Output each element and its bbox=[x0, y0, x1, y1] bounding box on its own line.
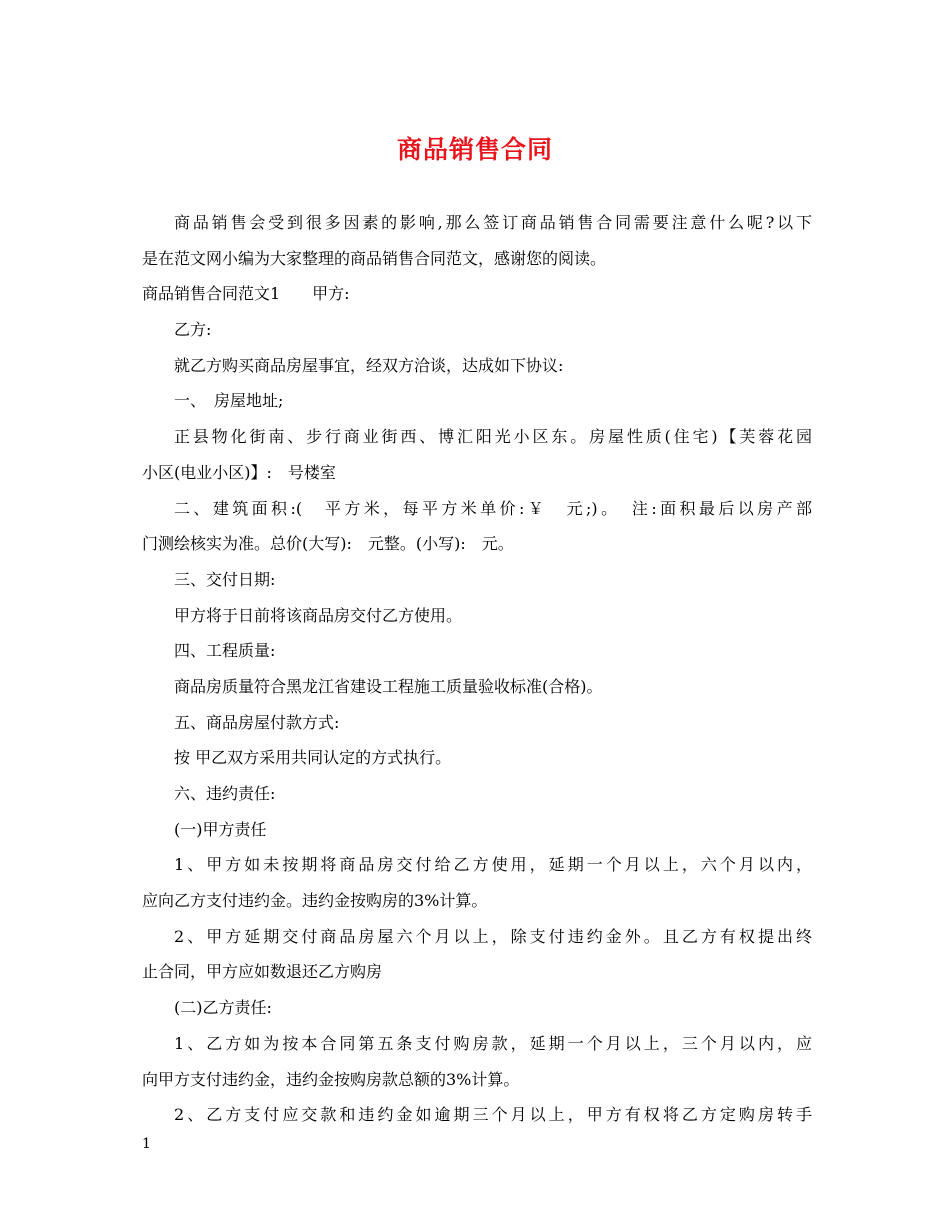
subsection-heading: (二)乙方责任: bbox=[174, 998, 272, 1018]
paragraph-line: 1、甲方如未按期将商品房交付给乙方使用，延期一个月以上，六个月以内， bbox=[174, 855, 812, 875]
paragraph-line: 按 甲乙双方采用共同认定的方式执行。 bbox=[174, 748, 452, 768]
paragraph-line: 是在范文网小编为大家整理的商品销售合同范文，感谢您的阅读。 bbox=[142, 248, 607, 268]
section-heading: 三、交付日期: bbox=[174, 569, 276, 589]
document-body bbox=[142, 205, 812, 1133]
paragraph-line: 应向乙方支付违约金。违约金按购房的3%计算。 bbox=[142, 891, 488, 911]
paragraph-line: 止合同，甲方应如数退还乙方购房 bbox=[142, 962, 383, 982]
paragraph-line: 向甲方支付违约金，违约金按购房款总额的3%计算。 bbox=[142, 1069, 520, 1089]
paragraph-line: 门测绘核实为准。总价(大写): 元整。(小写): 元。 bbox=[142, 534, 514, 554]
paragraph-line: 商品销售会受到很多因素的影响,那么签订商品销售合同需要注意什么呢?以下 bbox=[174, 213, 812, 232]
section-heading: 四、工程质量: bbox=[174, 641, 276, 661]
section-heading: 一、 房屋地址; bbox=[174, 391, 284, 411]
paragraph-line: 正县物化街南、步行商业街西、博汇阳光小区东。房屋性质(住宅)【芙蓉花园 bbox=[174, 427, 812, 447]
section-heading: 五、商品房屋付款方式: bbox=[174, 712, 340, 732]
subsection-heading: (一)甲方责任 bbox=[174, 819, 267, 839]
document-title: 商品销售合同 bbox=[396, 135, 553, 164]
section-heading: 六、违约责任: bbox=[174, 784, 276, 803]
paragraph-line: 甲方将于日前将该商品房交付乙方使用。 bbox=[174, 605, 463, 625]
paragraph-line: 就乙方购买商品房屋事宜，经双方洽谈，达成如下协议: bbox=[174, 355, 564, 375]
page-number: 1 bbox=[142, 1136, 151, 1152]
section-heading: 二、建筑面积:( 平方米，每平方米单价:￥ 元;)。 注:面积最后以房产部 bbox=[174, 498, 812, 518]
paragraph-line: 1、乙方如为按本合同第五条支付购房款，延期一个月以上，三个月以内，应 bbox=[174, 1033, 812, 1053]
paragraph-line: 2、甲方延期交付商品房屋六个月以上，除支付违约金外。且乙方有权提出终 bbox=[174, 926, 812, 946]
paragraph-line: 小区(电业小区)】: 号楼室 bbox=[142, 462, 336, 482]
paragraph-line: 2、乙方支付应交款和违约金如逾期三个月以上，甲方有权将乙方定购房转手 bbox=[174, 1105, 812, 1125]
paragraph-line: 商品销售合同范文1 甲方: bbox=[142, 284, 350, 304]
paragraph-line: 商品房质量符合黑龙江省建设工程施工质量验收标准(合格)。 bbox=[174, 676, 603, 696]
paragraph-line: 乙方: bbox=[174, 320, 212, 340]
